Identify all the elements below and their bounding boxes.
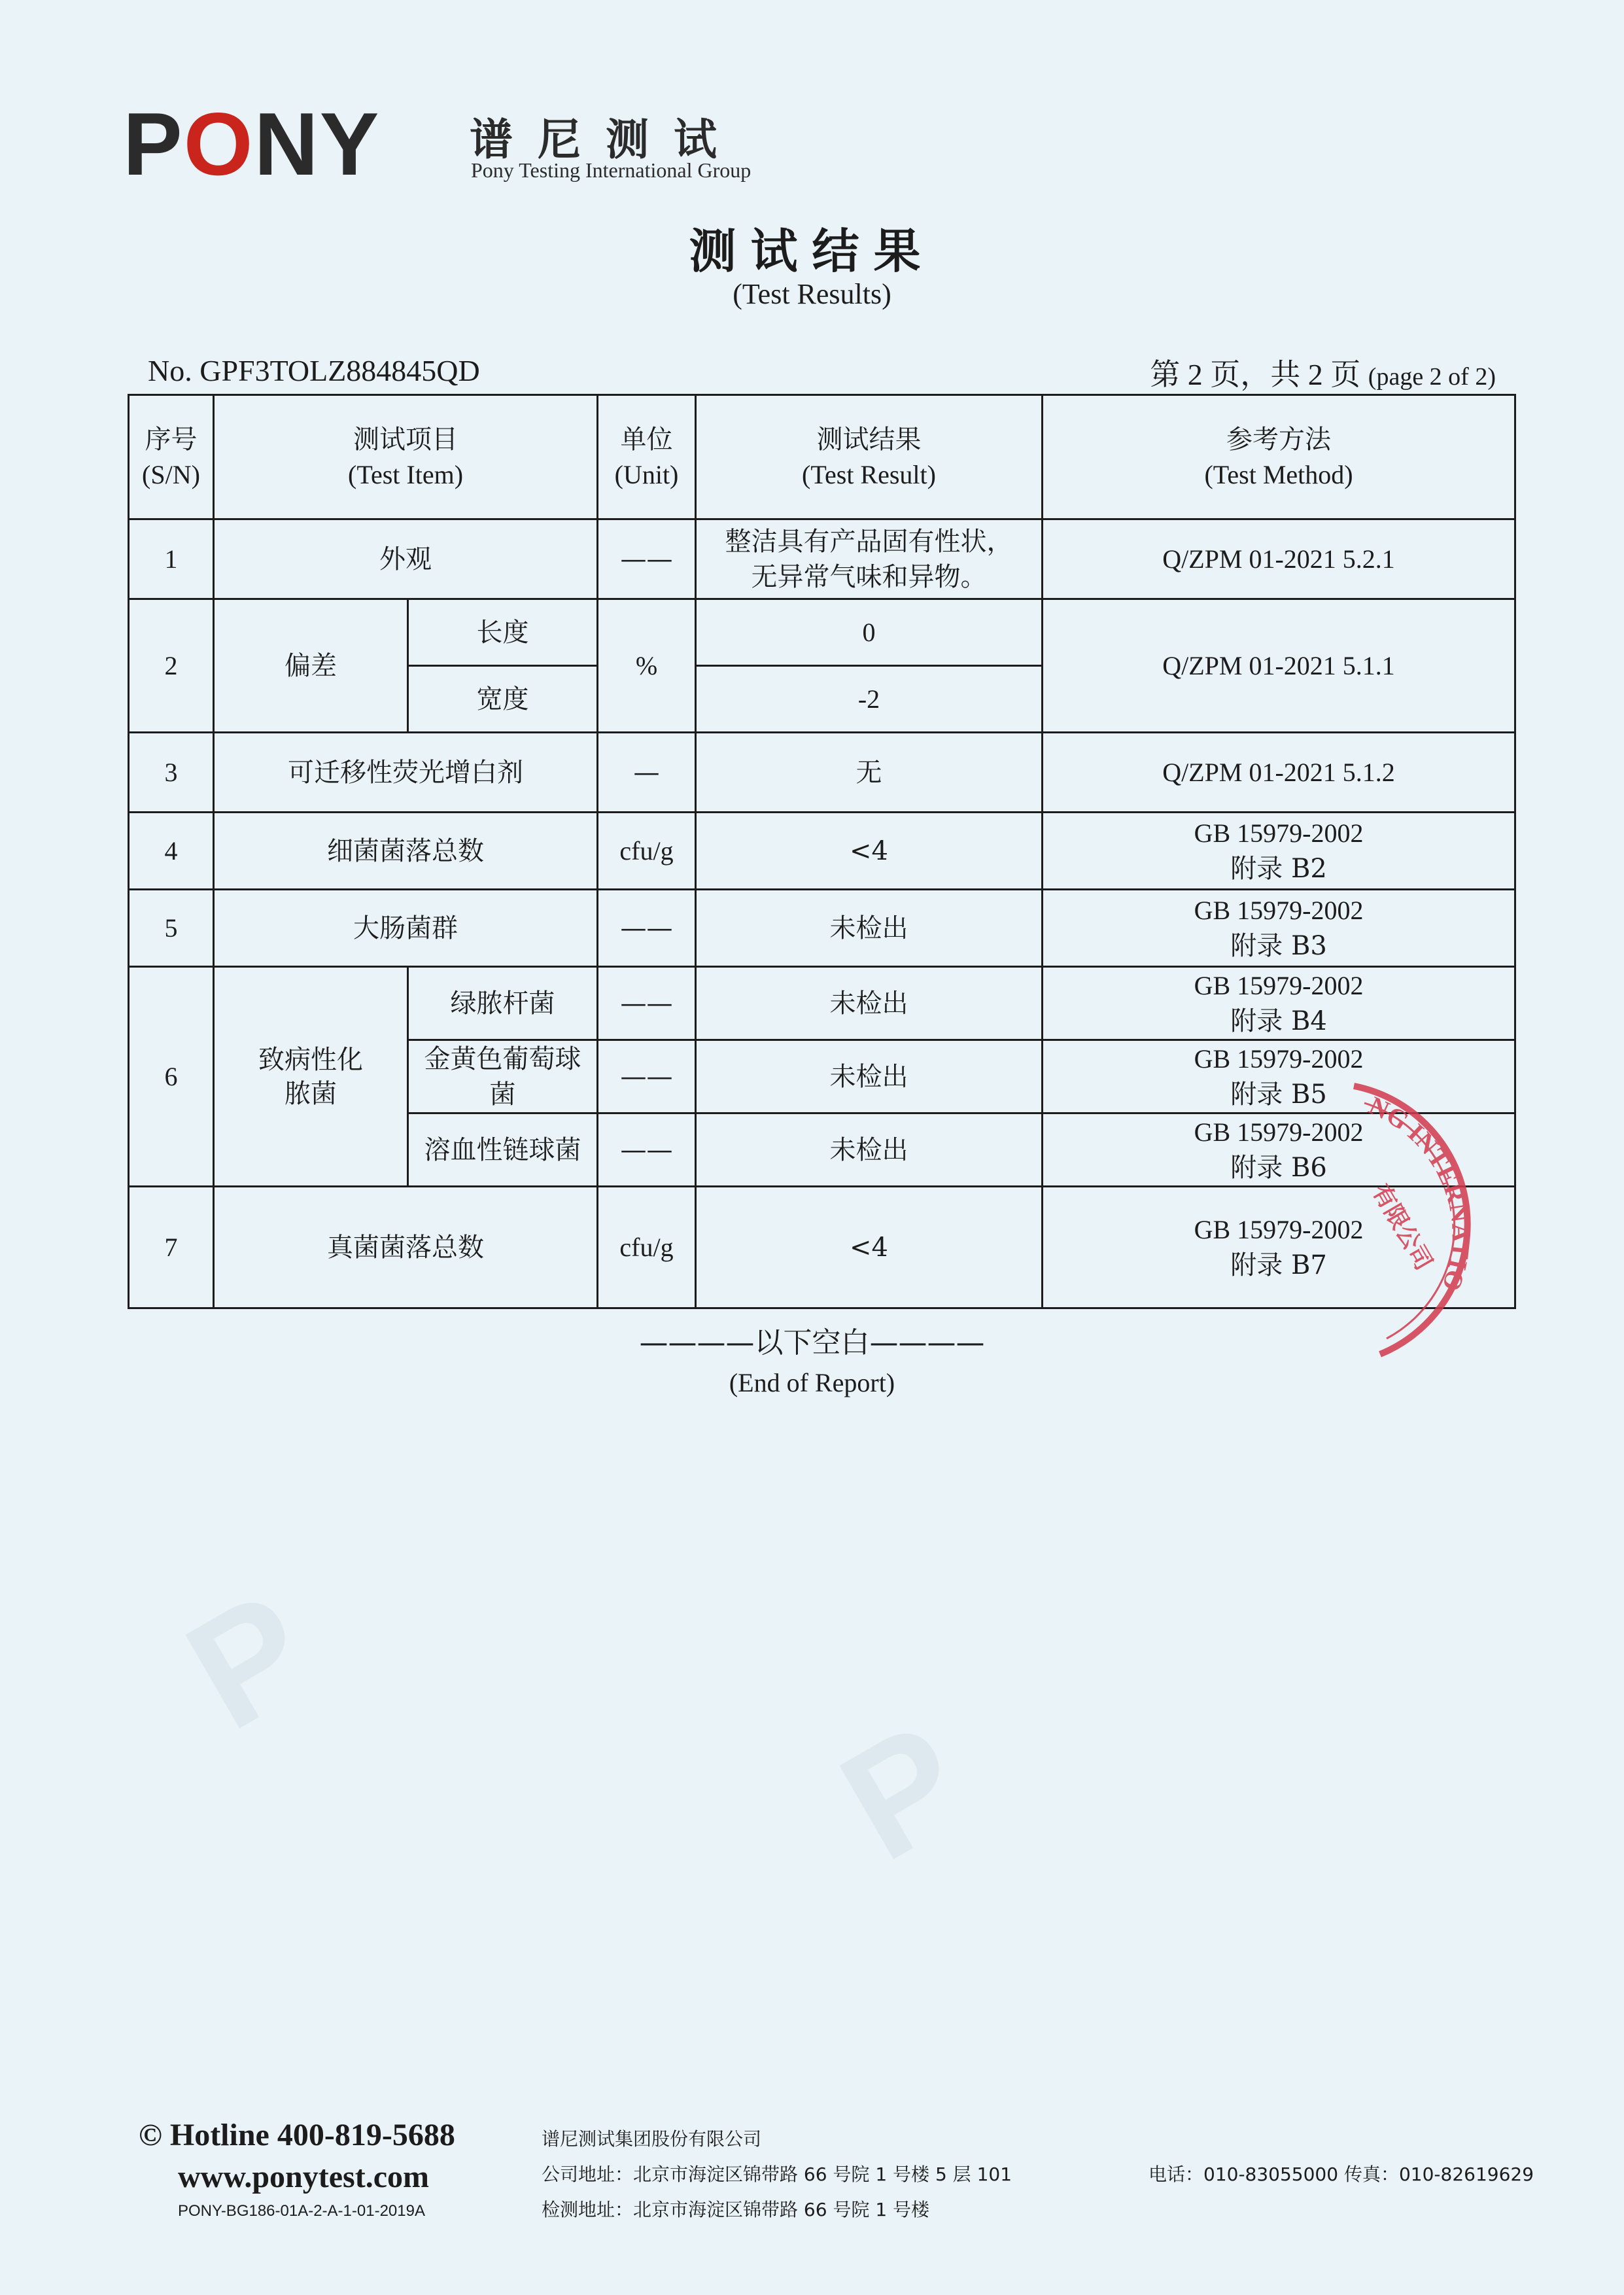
cell-subitem: 溶血性链球菌 [408, 1113, 598, 1187]
cell-unit: —— [598, 890, 696, 967]
cell-result: 未检出 [696, 1113, 1043, 1187]
cell-subitem: 长度 [408, 599, 598, 666]
seal-text-cn: 有限公司 [1366, 1180, 1438, 1275]
cell-method: GB 15979-2002 附录 B3 [1043, 890, 1515, 967]
document-code: PONY-BG186-01A-2-A-1-01-2019A [178, 2202, 425, 2220]
table-row [129, 967, 1515, 1040]
cell-unit: % [598, 599, 696, 733]
cell-result: 未检出 [696, 1040, 1043, 1113]
header-item: 测试项目 (Test Item) [214, 395, 598, 519]
cell-sn: 2 [129, 599, 214, 733]
cell-result: 整洁具有产品固有性状， 无异常气味和异物。 [696, 519, 1043, 599]
end-of-report-cn: ————以下空白———— [639, 1326, 985, 1359]
cell-method: Q/ZPM 01-2021 5.1.2 [1043, 733, 1515, 813]
logo-name-en: Pony Testing International Group [471, 158, 752, 182]
table-row [129, 1187, 1515, 1308]
page-indicator [1112, 351, 1496, 394]
cell-unit: —— [598, 967, 696, 1040]
cell-item: 可迁移性荧光增白剂 [214, 733, 598, 813]
page-subtitle: (Test Results) [733, 278, 891, 310]
page-title: 测试结果 [689, 224, 935, 279]
company-logo [123, 94, 816, 194]
cell-result: <4 [696, 1187, 1043, 1308]
cell-result: 0 [696, 599, 1043, 666]
report-number: No. GPF3TOLZ884845QD [148, 354, 480, 387]
cell-item: 大肠菌群 [214, 890, 598, 967]
table-header-row [129, 395, 1515, 519]
page-indicator-cn: 第 2 页，共 2 页 [1150, 358, 1361, 391]
table-row [129, 733, 1515, 813]
header-unit: 单位 (Unit) [598, 395, 696, 519]
cell-unit: —— [598, 1113, 696, 1187]
cell-item: 细菌菌落总数 [214, 813, 598, 890]
cell-method: GB 15979-2002 附录 B5 [1043, 1040, 1515, 1113]
table-row [129, 519, 1515, 599]
cell-unit: —— [598, 1040, 696, 1113]
cell-sn: 1 [129, 519, 214, 599]
background-watermark: P [159, 1558, 338, 1763]
cell-sn: 5 [129, 890, 214, 967]
cell-subitem: 绿脓杆菌 [408, 967, 598, 1040]
cell-method: Q/ZPM 01-2021 5.1.1 [1043, 599, 1515, 733]
company-seal [1341, 1073, 1537, 1361]
cell-sn: 4 [129, 813, 214, 890]
cell-subitem: 金黄色葡萄球菌 [408, 1040, 598, 1113]
copyright-icon: © [139, 2118, 162, 2152]
contact-info: 电话：010-83055000 传真：010-82619629 [1149, 2164, 1534, 2185]
table-row [129, 890, 1515, 967]
cell-item: 偏差 [214, 599, 408, 733]
cell-unit: cfu/g [598, 813, 696, 890]
cell-method: Q/ZPM 01-2021 5.2.1 [1043, 519, 1515, 599]
cell-method: GB 15979-2002 附录 B7 [1043, 1187, 1515, 1308]
cell-subitem: 宽度 [408, 666, 598, 733]
test-address: 检测地址：北京市海淀区锦带路 66 号院 1 号楼 [542, 2199, 930, 2220]
cell-unit: cfu/g [598, 1187, 696, 1308]
cell-sn: 3 [129, 733, 214, 813]
table-row [129, 599, 1515, 666]
cell-item: 真菌菌落总数 [214, 1187, 598, 1308]
hotline: © Hotline 400-819-5688 [139, 2118, 455, 2152]
office-address: 公司地址：北京市海淀区锦带路 66 号院 1 号楼 5 层 101 [542, 2164, 1012, 2185]
cell-item: 致病性化脓菌 [214, 967, 408, 1187]
cell-result: 未检出 [696, 967, 1043, 1040]
end-of-report-en: (End of Report) [729, 1368, 895, 1397]
results-table [128, 394, 1516, 1309]
cell-unit: —— [598, 519, 696, 599]
cell-sn: 7 [129, 1187, 214, 1308]
cell-method: GB 15979-2002 附录 B2 [1043, 813, 1515, 890]
header-method: 参考方法 (Test Method) [1043, 395, 1515, 519]
table-row [129, 813, 1515, 890]
header-result: 测试结果 (Test Result) [696, 395, 1043, 519]
cell-result: -2 [696, 666, 1043, 733]
cell-item: 外观 [214, 519, 598, 599]
cell-method: GB 15979-2002 附录 B6 [1043, 1113, 1515, 1187]
cell-result: 无 [696, 733, 1043, 813]
cell-method: GB 15979-2002 附录 B4 [1043, 967, 1515, 1040]
cell-sn: 6 [129, 967, 214, 1187]
cell-result: <4 [696, 813, 1043, 890]
cell-result: 未检出 [696, 890, 1043, 967]
background-watermark: P [813, 1689, 992, 1894]
page-indicator-en: (page 2 of 2) [1368, 363, 1496, 391]
company-name: 谱尼测试集团股份有限公司 [542, 2128, 762, 2150]
logo-name-cn: 谱尼测试 [470, 114, 742, 165]
header-sn: 序号 (S/N) [129, 395, 214, 519]
seal-text-en: NG INTERNATIO [1364, 1090, 1476, 1295]
logo-wordmark: PONY [123, 94, 381, 194]
cell-unit: — [598, 733, 696, 813]
website-link[interactable]: www.ponytest.com [178, 2160, 429, 2194]
